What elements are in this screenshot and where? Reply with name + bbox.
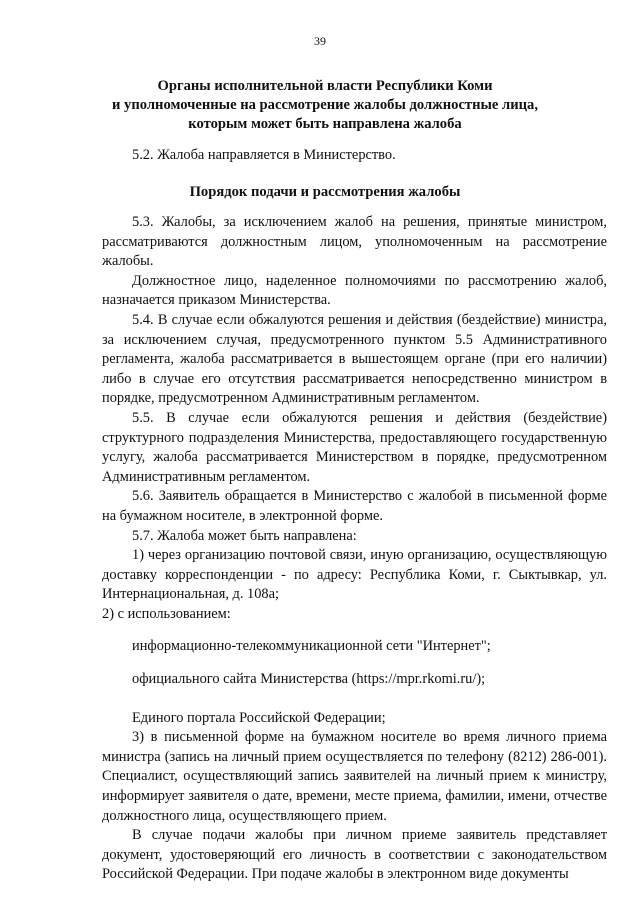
- paragraph-item-3: 3) в письменной форме на бумажном носителе во время личного приема министра (запись на личный прием осуществляется по телефону (8212) 286-001). Специалист, осуществляющий запись заявителей на личный прием к министру, информирует заявителя о дате, времени, месте приема, фамилии, имени, отчестве должностного лица, осуществляющего прием.: [102, 729, 607, 824]
- paragraph-portal: Единого портала Российской Федерации;: [132, 709, 386, 726]
- paragraph-5-7: 5.7. Жалоба может быть направлена:: [132, 527, 357, 544]
- paragraph-5-2-block: [102, 146, 607, 166]
- paragraph-5-6: 5.6. Заявитель обращается в Министерство с жалобой в письменной форме на бумажном носителе, в электронной форме.: [102, 488, 607, 524]
- paragraph-official: Должностное лицо, наделенное полномочиями по рассмотрению жалоб, назначается приказом Министерства.: [102, 272, 607, 309]
- paragraph-site: официального сайта Министерства (https://mpr.rkomi.ru/);: [132, 671, 486, 688]
- paragraph-5-5: 5.5. В случае если обжалуются решения и действия (бездействие) структурного подразделения Министерства, предоставляющего государственную услугу, жалоба рассматривается Министерством в порядке, предусмотренном Административным регламентом.: [102, 409, 607, 485]
- paragraph-item-2: 2) с использованием:: [102, 605, 231, 622]
- main-text: [102, 213, 607, 885]
- paragraph-5-3: 5.3. Жалобы, за исключением жалоб на решения, принятые министром, рассматриваются должностным лицом, уполномоченным на рассмотрение жалобы.: [102, 214, 607, 270]
- paragraph-personal: В случае подачи жалобы при личном приеме заявитель представляет документ, удостоверяющий его личность в соответствии с законодательством Российской Федерации. При подаче жалобы в электронном виде документы: [102, 827, 607, 883]
- procedure-heading: Порядок подачи и рассмотрения жалобы: [189, 184, 461, 200]
- section-heading-line: которым может быть направлена жалоба: [188, 116, 462, 132]
- paragraph-internet: информационно-телекоммуникационной сети "Интернет";: [132, 638, 491, 655]
- paragraph-5-2: 5.2. Жалоба направляется в Министерство.: [132, 147, 396, 163]
- section-heading-line: Органы исполнительной власти Республики Коми: [157, 78, 493, 94]
- section-heading: [60, 77, 590, 134]
- page-number: 39: [314, 34, 326, 48]
- paragraph-item-1: 1) через организацию почтовой связи, иную организацию, осуществляющую доставку корреспонденции - по адресу: Республика Коми, г. Сыктывкар, ул. Интернациональная, д. 108а;: [102, 547, 607, 603]
- section-heading-line: и уполномоченные на рассмотрение жалобы должностные лица,: [112, 97, 538, 113]
- paragraph-5-4: 5.4. В случае если обжалуются решения и действия (бездействие) министра, за исключением случая, предусмотренного пунктом 5.5 Административного регламента, жалоба рассматривается в вышестоящем органе (при его наличии) либо в случае его отсутствия рассматривается непосредственно министром в порядке, предусмотренном Административным регламентом.: [102, 311, 607, 407]
